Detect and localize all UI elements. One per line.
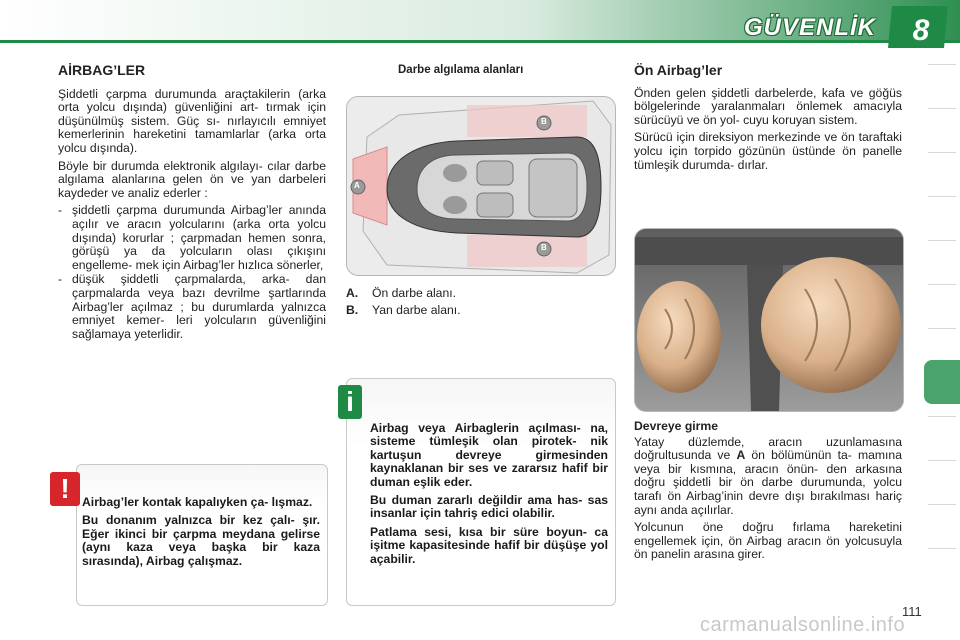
warning-icon: ! xyxy=(50,472,80,506)
chapter-tab-active[interactable] xyxy=(924,360,960,404)
left-column xyxy=(58,64,326,342)
figure-title: Darbe algılama alanları xyxy=(398,64,524,76)
activation-para: Yolcunun öne doğru fırlama hareketini engellemek için, ön Airbag aracın ön yolcusuyla ön panelin arasına girer. xyxy=(634,520,902,562)
zone-label-a: A xyxy=(354,181,360,190)
car-topview-illustration xyxy=(347,97,615,275)
activation-heading: Devreye girme xyxy=(634,419,719,433)
front-airbags-figure xyxy=(634,228,904,412)
impact-zones-figure xyxy=(346,96,616,276)
legend-item: A. Ön darbe alanı. xyxy=(346,286,457,300)
warning-body: Bu donanım yalnızca bir kez çalı- şır. Eğer ikinci bir çarpma meydana gelirse (aynı kaza veya başka bir kaza sırasında), Airbag çalışmaz. xyxy=(82,513,320,568)
info-paragraph: Bu duman zararlı değildir ama has- sas insanlar için tahriş edici olabilir. xyxy=(370,493,608,521)
page-number: 111 xyxy=(902,604,922,619)
info-paragraph: Airbag veya Airbaglerin açılması- na, sisteme tümleşik olan pirotek- nik kartuşun devreye girmesinden kaynaklanan bir ses ve zararsız hafif bir duman eşlik eder. xyxy=(370,421,608,489)
right-column xyxy=(634,64,902,176)
airbags-detection: Böyle bir durumda elektronik algılayı- cılar darbe algılama alanlarına gelen ön ve yan darbeleri kaydeder ve analiz ederler : xyxy=(58,158,326,200)
warning-title: Airbag’ler kontak kapalıyken ça- lışmaz. xyxy=(82,495,313,509)
info-paragraph: Patlama sesi, kısa bir süre boyun- ca işitme kapasitesinde hafif bir düşüşe yol açabilir. xyxy=(370,524,608,566)
deployed-airbags-illustration xyxy=(635,229,903,411)
list-item: - şiddetli çarpma durumunda Airbag’ler anında açılır ve aracın yolcularını (arka orta yolcu dışında) korurlar ; çarpmadan hemen sonra, görüşü ya da yolcuların olası çıkışını engelleme- mek için Airbag’ler hızlıca sönerler, xyxy=(58,203,326,272)
activation-para: Yatay düzlemde, aracın uzunlamasına doğrultusunda ve A ön bölümünün ta- mamına veya bir kısmına, aracın önün- den arkasına doğru şiddetli bir ön darbe durumunda, yolcu tarafı ön Airbag’inin devre dışı bırakılması hariç aynı anda açılırlar. xyxy=(634,434,902,517)
zone-label-b-top: B xyxy=(541,117,547,126)
legend-item: B. Yan darbe alanı. xyxy=(346,303,461,317)
airbags-intro: Şiddetli çarpma durumunda araçtakilerin (arka orta yolcu dışında) güvenliğini art- tırmak için düşünülmüş sistem. Güç sı- nırlayıcılı emniyet kemerlerinin hareketini tamamlarlar (arka orta yolcu dışında). xyxy=(58,86,326,155)
section-title: GÜVENLİK xyxy=(744,14,877,41)
airbags-heading: AİRBAG’LER xyxy=(58,62,146,78)
figure-legend xyxy=(346,286,614,320)
info-icon: i xyxy=(338,385,362,419)
watermark: carmanualsonline.info xyxy=(700,614,906,636)
front-airbags-heading: Ön Airbag’ler xyxy=(634,62,723,78)
activation-section xyxy=(634,420,902,566)
chapter-number: 8 xyxy=(912,14,930,47)
warning-text xyxy=(82,496,320,572)
info-text xyxy=(370,422,608,570)
front-airbags-para: Önden gelen şiddetli darbelerde, kafa ve göğüs bölgelerinde yaralanmaları önlemek amacıyla sürücüyü ve ön yol- cuyu koruyan sistem. xyxy=(634,85,902,127)
chapter-tabs xyxy=(928,64,960,584)
zone-label-b-bottom: B xyxy=(541,243,547,252)
list-item: - düşük şiddetli çarpmalarda, arka- dan çarpmalarda veya bazı devrilme şartlarında Airbag’ler açılmaz ; bu durumlarda yalnızca emniyet kemer- leri yolcuların güvenliğini sağlamaya yeterlidir. xyxy=(58,272,326,341)
front-airbags-para: Sürücü için direksiyon merkezinde ve ön taraftaki yolcu için torpido gözünün üstünde ön panelle tümleşik durumda- dırlar. xyxy=(634,130,902,172)
